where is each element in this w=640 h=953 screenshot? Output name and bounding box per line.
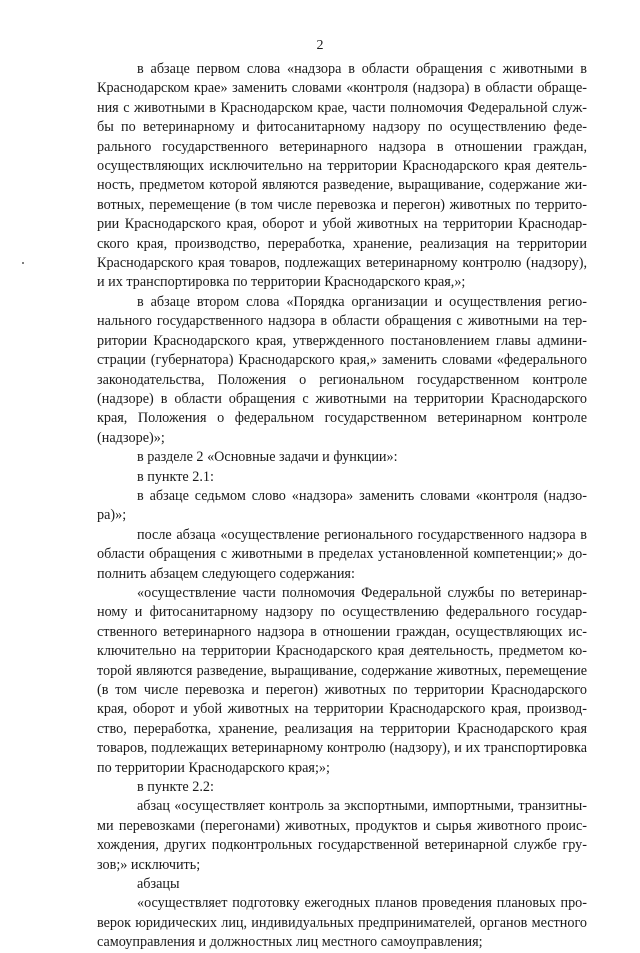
paragraph-3: в разделе 2 «Основные задачи и функции»:: [137, 449, 398, 466]
paragraph-8: в пункте 2.2:: [137, 779, 214, 796]
page-number: 2: [316, 38, 324, 53]
paragraph-5: в абзаце седьмом слово «надзора» заменить словами «контроля (надзора)»;: [97, 487, 587, 524]
paragraph-10: абзацы: [137, 876, 180, 893]
scan-speck: [22, 262, 24, 264]
paragraph-4: в пункте 2.1:: [137, 468, 214, 485]
paragraph-1: в абзаце первом слова «надзора в области обращения с животными в Краснодарском крае» заменить словами «контроля (надзора) в области обращения с животными в Краснодарском крае, части полномочия Федеральной службы по ветеринарному и фитосанитарному надзору по осуществлению федерального государственного ветеринарного надзора в отношении граждан, осуществляющих исключительно на территории Краснодарского края деятельность, предметом которой являются разведение, выращивание, содержание животных, перемещение (в том числе перевозка и перегон) животных по территории Краснодарского края, оборот и убой животных на территории Краснодарского края, производство, переработка, хранение, реализация на территории Краснодарского края товаров, подлежащих ветеринарному контролю (надзору), и их транспортировка по территории Краснодарского края,»;: [97, 61, 587, 291]
document-body: [97, 60, 587, 953]
paragraph-2: в абзаце втором слова «Порядка организации и осуществления регионального государственного надзора в области обращения с животными на территории Краснодарского края, утвержденного постановлением главы администрации (губернатора) Краснодарского края,» заменить словами «федерального законодательства, Положения о региональном государственном контроле (надзоре) в области обращения с животными на территории Краснодарского края, Положения о федеральном государственном ветеринарном контроле (надзоре)»;: [97, 293, 587, 446]
paragraph-7: «осуществление части полномочия Федеральной службы по ветеринарному и фитосанитарному надзору по осуществлению федерального государственного ветеринарного надзора в отношении граждан, осуществляющих исключительно на территории Краснодарского края деятельность, предметом которой являются разведение, выращивание, содержание животных, перемещение (в том числе перевозка и перегон) животных по территории Краснодарского края, оборот и убой животных на территории Краснодарского края, производство, переработка, хранение, реализация на территории Краснодарского края товаров, подлежащих ветеринарному контролю (надзору), и их транспортировка по территории Краснодарского края;»;: [97, 584, 587, 776]
paragraph-6: после абзаца «осуществление регионального государственного надзора в области обращения с животными в пределах установленной компетенции;» дополнить абзацем следующего содержания:: [97, 526, 587, 582]
paragraph-11: «осуществляет подготовку ежегодных планов проведения плановых проверок юридических лиц, индивидуальных предпринимателей, органов местного самоуправления и должностных лиц местного самоуправления;: [97, 895, 587, 951]
paragraph-9: абзац «осуществляет контроль за экспортными, импортными, транзитными перевозками (перегонами) животных, продуктов и сырья животного происхождения, других подконтрольных государственной ветеринарной службе грузов;» исключить;: [97, 798, 587, 873]
